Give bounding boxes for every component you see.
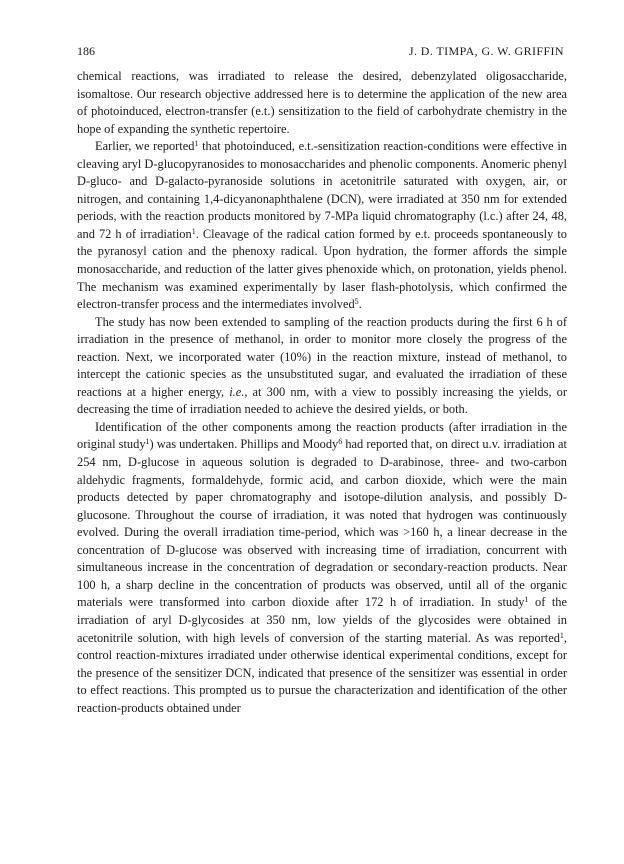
reference-superscript: 1 xyxy=(145,437,150,447)
body-text xyxy=(77,68,567,717)
reference-superscript: 5 xyxy=(354,297,359,307)
reference-superscript: 1 xyxy=(524,595,529,605)
text-run: that photoinduced, e.t.-sensitization reaction-conditions were effective in cleaving aryl D-glucopyranosides to monosaccharides and phenolic components. Anomeric phenyl D-gluco- and D-galacto-pyranoside solutions in acetonitrile saturated with oxygen, air, or nitrogen, and containing 1,4-dicyanonaphthalene (DCN), were irradiated at 350 nm for extended periods, with the reaction products monitored by 7-MPa liquid chromatography (l.c.) after 24, 48, and 72 h of irradiation xyxy=(77,139,567,241)
reference-superscript: 6 xyxy=(338,437,343,447)
text-run: of the irradiation of aryl D-glycosides at 350 nm, low yields of the glycosides were obtained in acetonitrile solution, with high levels of conversion of the starting material. As was reported xyxy=(77,595,567,645)
text-run: ) was undertaken. Phillips and Moody xyxy=(149,437,339,452)
paragraph-1 xyxy=(77,68,567,138)
paragraph-4 xyxy=(77,419,567,717)
text-run: had reported that, on direct u.v. irradiation at 254 nm, D-glucose in aqueous solution is degraded to D-arabinose, three- and two-carbon aldehydic fragments, formaldehyde, formic acid, and carbon dioxide, which were the main products detected by paper chromatography and isotope-dilution analysis, and possibly D-glucosone. Throughout the course of irradiation, it was noted that hydrogen was continuously evolved. During the overall irradiation time-period, which was >160 h, a linear decrease in the concentration of D-glucose was observed with increasing time of irradiation, concurrent with simultaneous increase in the concentration of degradation or secondary-reaction products. Near 100 h, a sharp decline in the concentration of products was observed, until all of the organic materials were transformed into carbon dioxide after 172 h of irradiation. In study xyxy=(77,437,567,610)
reference-superscript: 1 xyxy=(191,226,196,236)
text-run: Earlier, we reported xyxy=(95,139,195,154)
page-header xyxy=(77,44,564,60)
text-run: . Cleavage of the radical cation formed by e.t. proceeds spontaneously to the pyranosyl cation and the phenoxy radical. Upon hydration, the former affords the simple monosaccharide, and reduction of the latter gives phenoxide which, on protonation, yields phenol. The mechanism was examined experimentally by laser flash-photolysis, which confirmed the electron-transfer process and the intermediates involved xyxy=(77,226,567,312)
page-number: 186 xyxy=(77,44,95,58)
text-run: , at 300 nm, with a view to possibly increasing the yields, or decreasing the time of irradiation needed to achieve the desired yields, or both. xyxy=(77,384,567,417)
running-head: J. D. TIMPA, G. W. GRIFFIN xyxy=(408,44,564,58)
paragraph-2 xyxy=(77,138,567,313)
text-run: The study has now been extended to sampling of the reaction products during the first 6 h of irradiation in the presence of methanol, in order to monitor more closely the progress of the reaction. Next, we incorporated water (10%) in the reaction mixture, instead of methanol, to intercept the cationic species as the unsubstituted sugar, and evaluated the irradiation of these reactions at a higher energy, xyxy=(77,314,567,399)
italic-text: i.e. xyxy=(229,384,245,399)
text-run: chemical reactions, was irradiated to release the desired, debenzylated oligosaccharide, isomaltose. Our research objective addressed here is to determine the application of the new area of photoinduced, electron-transfer (e.t.) sensitization to the field of carbohydrate chemistry in the hope of expanding the synthetic repertoire. xyxy=(77,69,567,136)
text-run: Identification of the other components among the reaction products (after irradiation in the original study xyxy=(77,419,567,452)
reference-superscript: 1 xyxy=(559,630,564,640)
text-run: , control reaction-mixtures irradiated under otherwise identical experimental conditions, except for the presence of the sensitizer DCN, indicated that presence of the sensitizer was essential in order to effect reactions. This prompted us to pursue the characterization and identification of the other reaction-products obtained under xyxy=(77,630,567,715)
reference-superscript: 1 xyxy=(194,139,199,149)
paragraph-3 xyxy=(77,314,567,419)
text-run: . xyxy=(358,297,362,312)
